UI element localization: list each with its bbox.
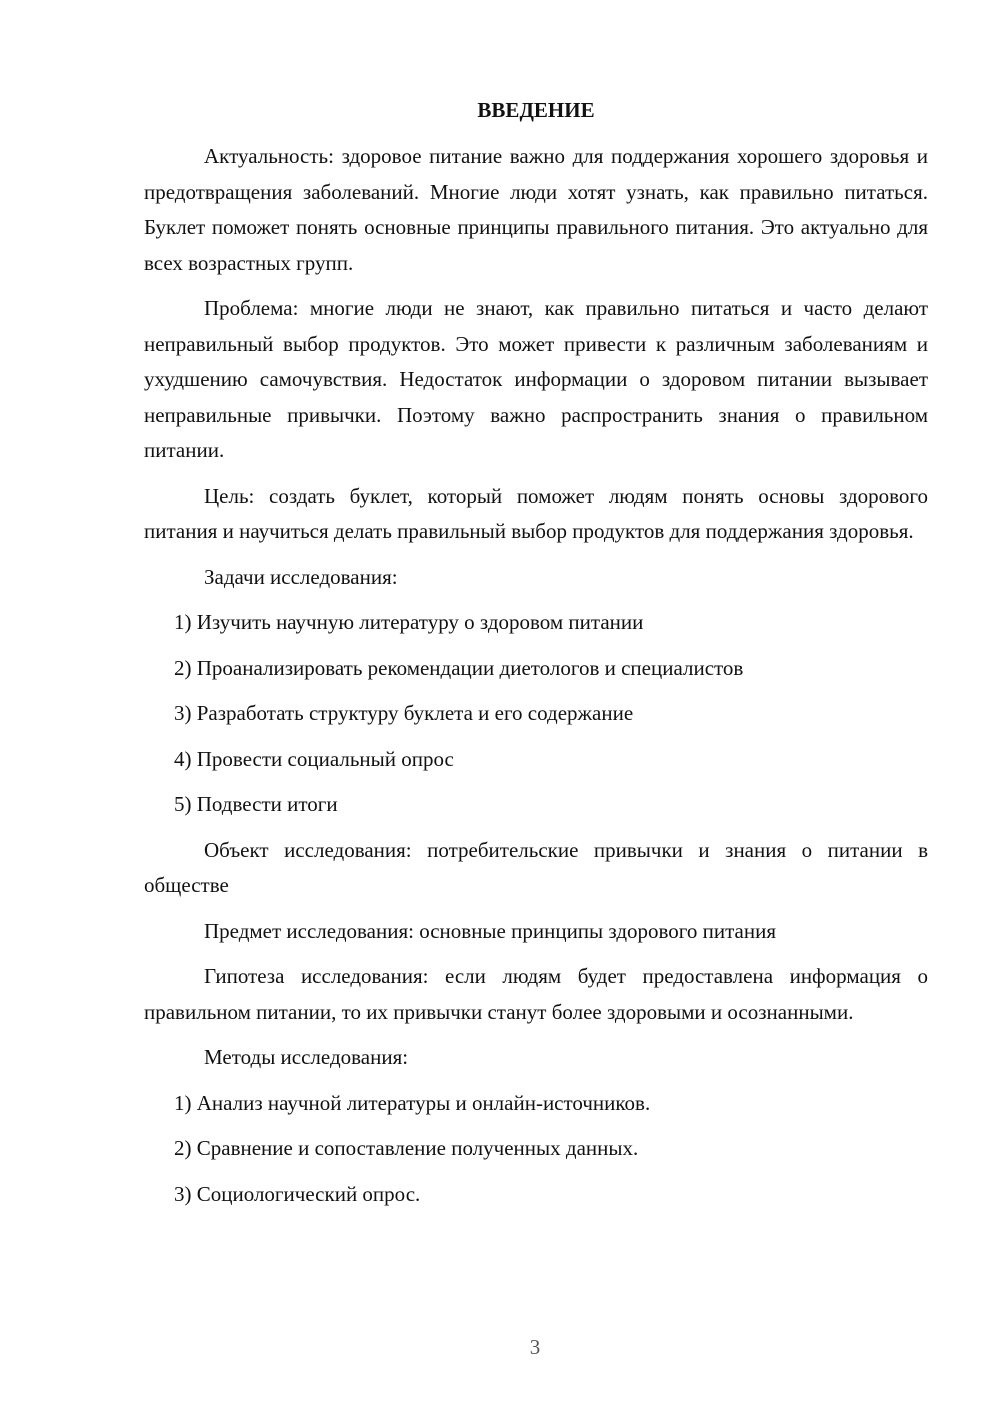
list-item: 3) Разработать структуру буклета и его содержание: [174, 701, 634, 725]
document-page: [144, 95, 928, 1222]
relevance-paragraph: Актуальность: здоровое питание важно для поддержания хорошего здоровья и предотвращения заболеваний. Многие люди хотят узнать, как правильно питаться. Буклет поможет понять основные принципы правильного питания. Это актуально для всех возрастных групп.: [144, 144, 928, 275]
list-item: 4) Провести социальный опрос: [174, 746, 454, 771]
hypothesis-paragraph: Гипотеза исследования: если людям будет предоставлена информация о правильном питании, то их привычки станут более здоровыми и осознанными.: [144, 964, 928, 1024]
tasks-list: [144, 605, 928, 823]
list-item: 5) Подвести итоги: [174, 792, 338, 816]
object-paragraph: Объект исследования: потребительские привычки и знания о питании в обществе: [144, 837, 928, 897]
list-item: 1) Анализ научной литературы и онлайн-источников.: [174, 1090, 651, 1115]
subject-paragraph: Предмет исследования: основные принципы здорового питания: [204, 918, 776, 943]
tasks-title: Задачи исследования:: [204, 564, 398, 589]
list-item: 2) Сравнение и сопоставление полученных данных.: [174, 1136, 639, 1160]
problem-paragraph: Проблема: многие люди не знают, как правильно питаться и часто делают неправильный выбор продуктов. Это может привести к различным заболеваниям и ухудшению самочувствия. Недостаток информации о здоровом питании вызывает неправильные привычки. Поэтому важно распространить знания о правильном питании.: [144, 296, 928, 462]
page-title: ВВЕДЕНИЕ: [477, 98, 595, 122]
methods-title: Методы исследования:: [204, 1045, 409, 1069]
page-number: 3: [529, 1335, 541, 1359]
methods-list: [144, 1086, 928, 1213]
list-item: 2) Проанализировать рекомендации диетологов и специалистов: [174, 655, 744, 680]
goal-paragraph: Цель: создать буклет, который поможет людям понять основы здорового питания и научиться делать правильный выбор продуктов для поддержания здоровья.: [144, 483, 928, 543]
list-item: 3) Социологический опрос.: [174, 1181, 421, 1206]
list-item: 1) Изучить научную литературу о здоровом питании: [174, 610, 644, 634]
